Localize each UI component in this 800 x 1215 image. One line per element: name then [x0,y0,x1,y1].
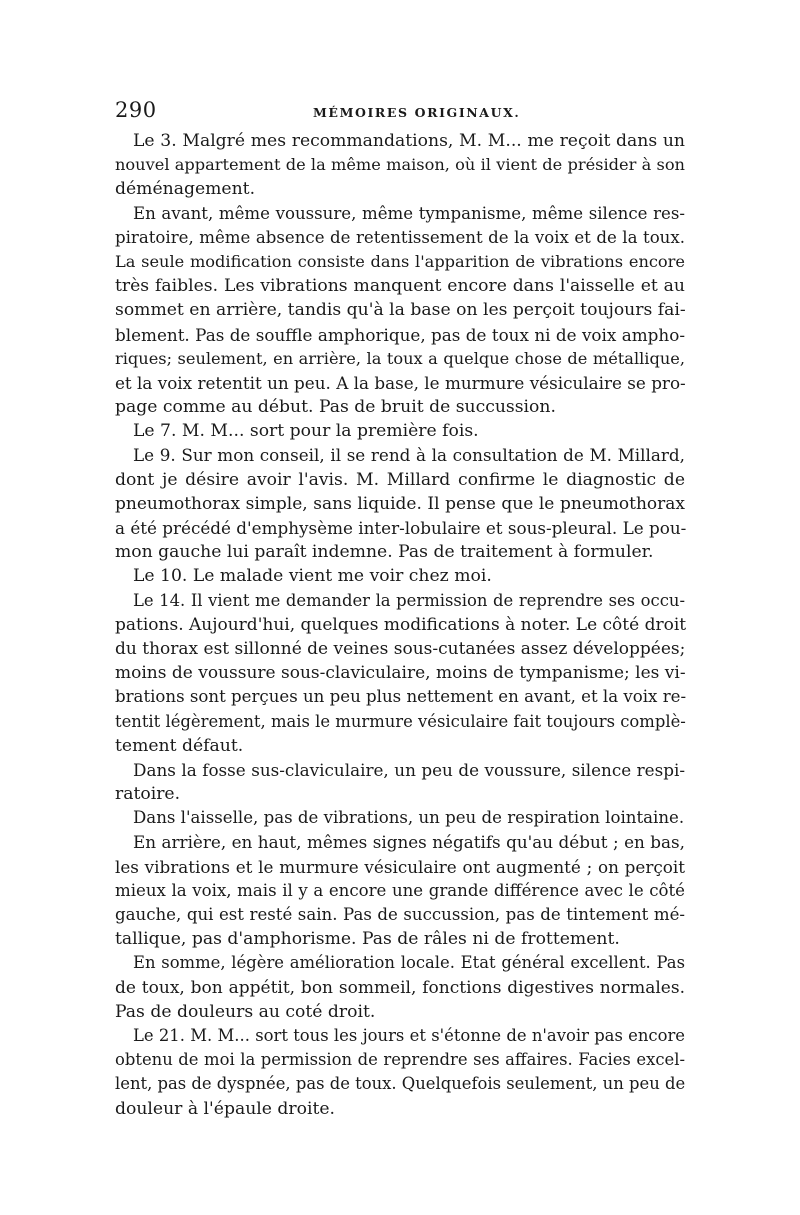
text-line: dont je désire avoir l'avis. M. Millard confirme le diagnostic de [115,469,685,490]
text-line: La seule modification consiste dans l'apparition de vibrations encore [115,251,685,271]
text-line: ratoire. [115,784,181,805]
text-line: En arrière, en haut, mêmes signes négatifs qu'au début ; en bas, [133,832,685,853]
text-line: déménagement. [115,179,256,200]
text-line: les vibrations et le murmure vésiculaire ont augmenté ; on perçoit [115,856,685,877]
text-line: du thorax est sillonné de veines sous-cutanées assez développées; [115,638,686,659]
page-number: 290 [115,98,157,122]
text-line: et la voix retentit un peu. A la base, le murmure vésiculaire se pro- [115,372,686,393]
text-line: piratoire, même absence de retentissement de la voix et de la toux. [115,227,685,247]
text-line: sommet en arrière, tandis qu'à la base on les perçoit toujours fai- [115,300,686,321]
text-line: douleur à l'épaule droite. [115,1098,335,1119]
text-line: lent, pas de dyspnée, pas de toux. Quelquefois seulement, un peu de [115,1074,686,1094]
text-line: tentit légèrement, mais le murmure vésiculaire fait toujours complè- [115,711,686,731]
text-line: pneumothorax simple, sans liquide. Il pense que le pneumothorax [115,493,685,514]
body-text [115,129,685,1121]
text-line: Le 14. Il vient me demander la permission de reprendre ses occu- [133,590,685,610]
text-line: page comme au début. Pas de bruit de succussion. [115,397,556,418]
text-line: tement défaut. [115,735,244,756]
text-line: gauche, qui est resté sain. Pas de succussion, pas de tintement mé- [115,905,685,924]
text-line: blement. Pas de souffle amphorique, pas de toux ni de voix ampho- [115,324,685,345]
text-line: riques; seulement, en arrière, la toux a quelque chose de métallique, [115,348,685,368]
text-line: Le 3. Malgré mes recommandations, M. M... me reçoit dans un [133,131,685,151]
text-line: moins de voussure sous-claviculaire, moins de tympanisme; les vi- [115,663,686,684]
text-line: Dans l'aisselle, pas de vibrations, un peu de respiration lointaine. [133,808,685,828]
text-line: En avant, même voussure, même tympanisme, même silence res- [133,203,685,223]
text-line: a été précédé d'emphysème inter-lobulaire et sous-pleural. Le pou- [115,518,687,538]
text-line: Le 10. Le malade vient me voir chez moi. [133,566,492,587]
text-line: de toux, bon appétit, bon sommeil, fonctions digestives normales. [115,977,685,998]
text-line: Le 7. M. M... sort pour la première fois. [133,421,479,442]
text-line: nouvel appartement de la même maison, où il vient de présider à son [115,155,685,175]
text-line: obtenu de moi la permission de reprendre ses affaires. Facies excel- [115,1050,685,1070]
page-header [115,98,685,124]
text-line: Dans la fosse sus-claviculaire, un peu de voussure, silence respi- [133,759,685,780]
text-line: Le 21. M. M... sort tous les jours et s'étonne de n'avoir pas encore [133,1025,685,1045]
running-head: MÉMOIRES ORIGINAUX. [313,105,521,120]
text-line: Le 9. Sur mon conseil, il se rend à la consultation de M. Millard, [133,445,685,466]
text-line: tallique, pas d'amphorisme. Pas de râles ni de frottement. [115,929,620,950]
text-line: En somme, légère amélioration locale. Etat général excellent. Pas [133,953,685,973]
text-line: mieux la voix, mais il y a encore une grande différence avec le côté [115,880,685,900]
text-line: très faibles. Les vibrations manquent encore dans l'aisselle et au [115,276,685,297]
text-line: pations. Aujourd'hui, quelques modifications à noter. Le côté droit [115,614,687,635]
text-line: mon gauche lui paraît indemne. Pas de traitement à formuler. [115,542,654,563]
text-line: Pas de douleurs au coté droit. [115,1001,376,1022]
text-line: brations sont perçues un peu plus nettement en avant, et la voix re- [115,687,687,707]
